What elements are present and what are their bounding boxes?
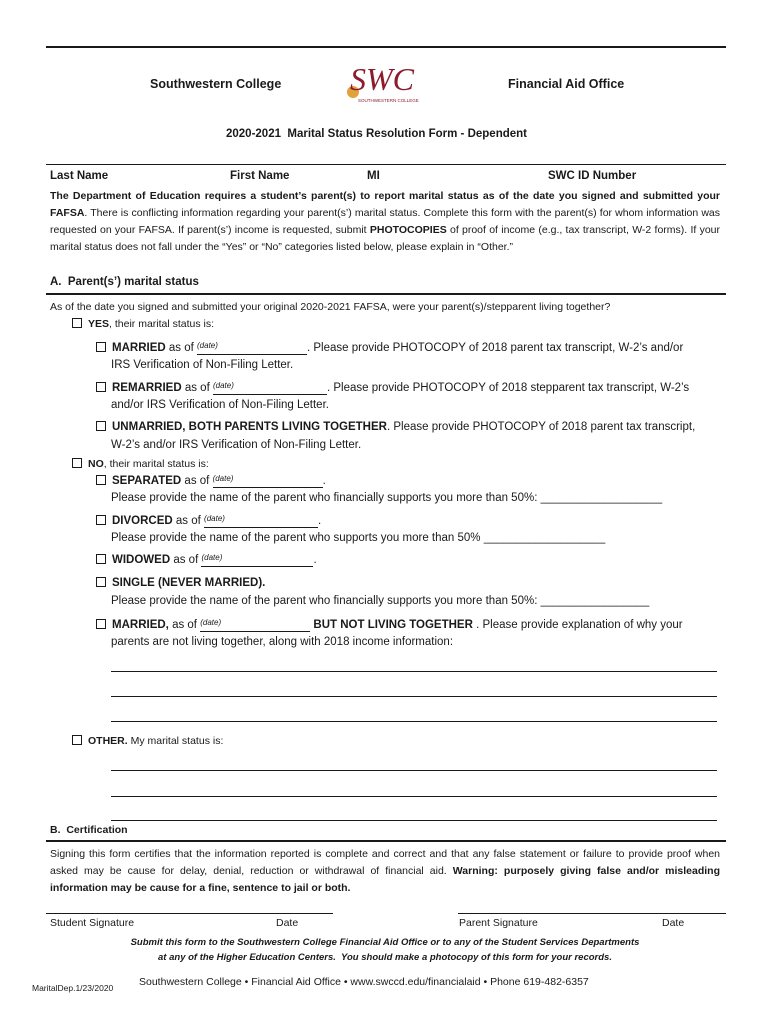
remarried-date-field[interactable]: (date) — [213, 381, 327, 395]
married-not-together-line2: parents are not living together, along with 2018 income information: — [111, 636, 454, 648]
section-b-title: B. Certification — [50, 824, 128, 836]
submit-line-1: Submit this form to the Southwestern College Financial Aid Office or to any of the Student Services Departments — [130, 937, 640, 948]
no-option[interactable]: NO, their marital status is: — [72, 458, 209, 470]
no-checkbox[interactable] — [72, 458, 82, 468]
single-parent-name[interactable]: Please provide the name of the parent who financially supports you more than 50%: _________________ — [111, 595, 650, 607]
name-field-line — [46, 164, 726, 165]
separated-parent-name[interactable]: Please provide the name of the parent who financially supports you more than 50%: ___________________ — [111, 492, 663, 504]
office-name: Financial Aid Office — [508, 77, 625, 91]
parent-signature-line[interactable] — [458, 913, 726, 914]
other-line-2[interactable] — [111, 796, 717, 797]
remarried-text-line2: and/or IRS Verification of Non-Filing Letter. — [111, 399, 329, 411]
yes-checkbox[interactable] — [72, 318, 82, 328]
unmarried-option[interactable]: UNMARRIED, BOTH PARENTS LIVING TOGETHER. Please provide PHOTOCOPY of 2018 parent tax transcript, — [96, 421, 695, 433]
widowed-checkbox[interactable] — [96, 554, 106, 564]
divorced-parent-name[interactable]: Please provide the name of the parent who supports you more than 50% ___________________ — [111, 532, 606, 544]
living-together-question: As of the date you signed and submitted your original 2020-2021 FAFSA, were your parent(s)/stepparent living together? — [50, 301, 611, 313]
single-checkbox[interactable] — [96, 577, 106, 587]
explanation-line-2[interactable] — [111, 696, 717, 697]
college-name: Southwestern College — [150, 77, 282, 91]
section-a-rule — [46, 293, 726, 295]
first-name-label: First Name — [230, 170, 290, 182]
other-checkbox[interactable] — [72, 735, 82, 745]
last-name-label: Last Name — [50, 170, 109, 182]
unmarried-text-line2: W-2’s and/or IRS Verification of Non-Filing Letter. — [111, 439, 362, 451]
divorced-checkbox[interactable] — [96, 515, 106, 525]
intro-paragraph: The Department of Education requires a student’s parent(s) to report marital status as of the date you signed and submitted your FAFSA. There is conflicting information regarding your parent(s’) marital status. Complete this form with the parent(s) for whom information was requested on your FAFSA. If parent(s’) income is requested, submit PHOTOCOPIES of proof of income (e.g., tax transcript, W-2 forms). If your marital status does not fall under the “Yes” or “No” categories listed below, please explain in “Other.” — [50, 190, 721, 253]
yes-option[interactable]: YES, their marital status is: — [72, 318, 214, 330]
form-title: 2020-2021 Marital Status Resolution Form - Dependent — [226, 128, 527, 140]
widowed-option[interactable]: WIDOWED as of $^{(date)}$ . — [96, 553, 317, 567]
submit-line-2: at any of the Higher Education Centers. You should make a photocopy of this form for your records. — [158, 952, 612, 963]
married-date-field[interactable]: (date) — [197, 341, 307, 355]
student-signature-line[interactable] — [46, 913, 333, 914]
divorced-option[interactable]: DIVORCED as of $^{(date)}$ . — [96, 514, 321, 528]
other-line-3[interactable] — [111, 820, 717, 821]
separated-date-field[interactable]: (date) — [213, 474, 323, 488]
top-rule — [46, 46, 726, 48]
separated-option[interactable]: SEPARATED as of $^{(date)}$ . — [96, 474, 326, 488]
married-text-line2: IRS Verification of Non-Filing Letter. — [111, 359, 294, 371]
remarried-checkbox[interactable] — [96, 382, 106, 392]
married-not-together-date-field[interactable]: (date) — [200, 618, 310, 632]
student-date-label: Date — [276, 917, 299, 929]
mi-label: MI — [367, 170, 380, 182]
single-option[interactable]: SINGLE (NEVER MARRIED). — [96, 577, 265, 589]
svg-text:SOUTHWESTERN COLLEGE: SOUTHWESTERN COLLEGE — [358, 98, 419, 103]
certification-text: Signing this form certifies that the information reported is complete and correct and that any false statement or failure to provide proof when asked may be cause for delay, denial, reduction or withdrawal of financial aid. Warning: purposely giving false and/or misleading information may be cause for a fine, sentence to jail or both. — [50, 848, 720, 894]
other-line-1[interactable] — [111, 770, 717, 771]
swc-id-label: SWC ID Number — [548, 170, 637, 182]
parent-date-label: Date — [662, 917, 685, 929]
section-b-rule — [46, 840, 726, 842]
intro-bold: The Department of Education requires a student’s parent(s) to report marital status as of the date you signed and submitted your FAFSA — [50, 190, 720, 219]
other-option[interactable]: OTHER. My marital status is: — [72, 735, 223, 747]
explanation-line-1[interactable] — [111, 671, 717, 672]
unmarried-checkbox[interactable] — [96, 421, 106, 431]
svg-text:SWC: SWC — [350, 61, 414, 97]
remarried-option[interactable]: REMARRIED as of $^{(date)}$ . Please provide PHOTOCOPY of 2018 stepparent tax transcript, W-2’s — [96, 381, 689, 395]
swc-logo — [340, 56, 430, 104]
separated-checkbox[interactable] — [96, 475, 106, 485]
married-not-together-checkbox[interactable] — [96, 619, 106, 629]
explanation-line-3[interactable] — [111, 721, 717, 722]
married-option[interactable]: MARRIED as of $^{(date)}$ . Please provide PHOTOCOPY of 2018 parent tax transcript, W-2’s and/or — [96, 341, 683, 355]
footer-contact: Southwestern College • Financial Aid Office • www.swccd.edu/financialaid • Phone 619-482-6357 — [139, 976, 589, 988]
form-code: MaritalDep.1/23/2020 — [32, 983, 114, 993]
married-checkbox[interactable] — [96, 342, 106, 352]
student-signature-label: Student Signature — [50, 917, 135, 929]
widowed-date-field[interactable]: (date) — [201, 553, 313, 567]
section-a-title: A. Parent(s’) marital status — [50, 276, 199, 288]
parent-signature-label: Parent Signature — [459, 917, 538, 929]
divorced-date-field[interactable]: (date) — [204, 514, 318, 528]
married-not-together-option[interactable]: MARRIED, as of $^{(date)}$ BUT NOT LIVING TOGETHER . Please provide explanation of why your — [96, 618, 683, 632]
